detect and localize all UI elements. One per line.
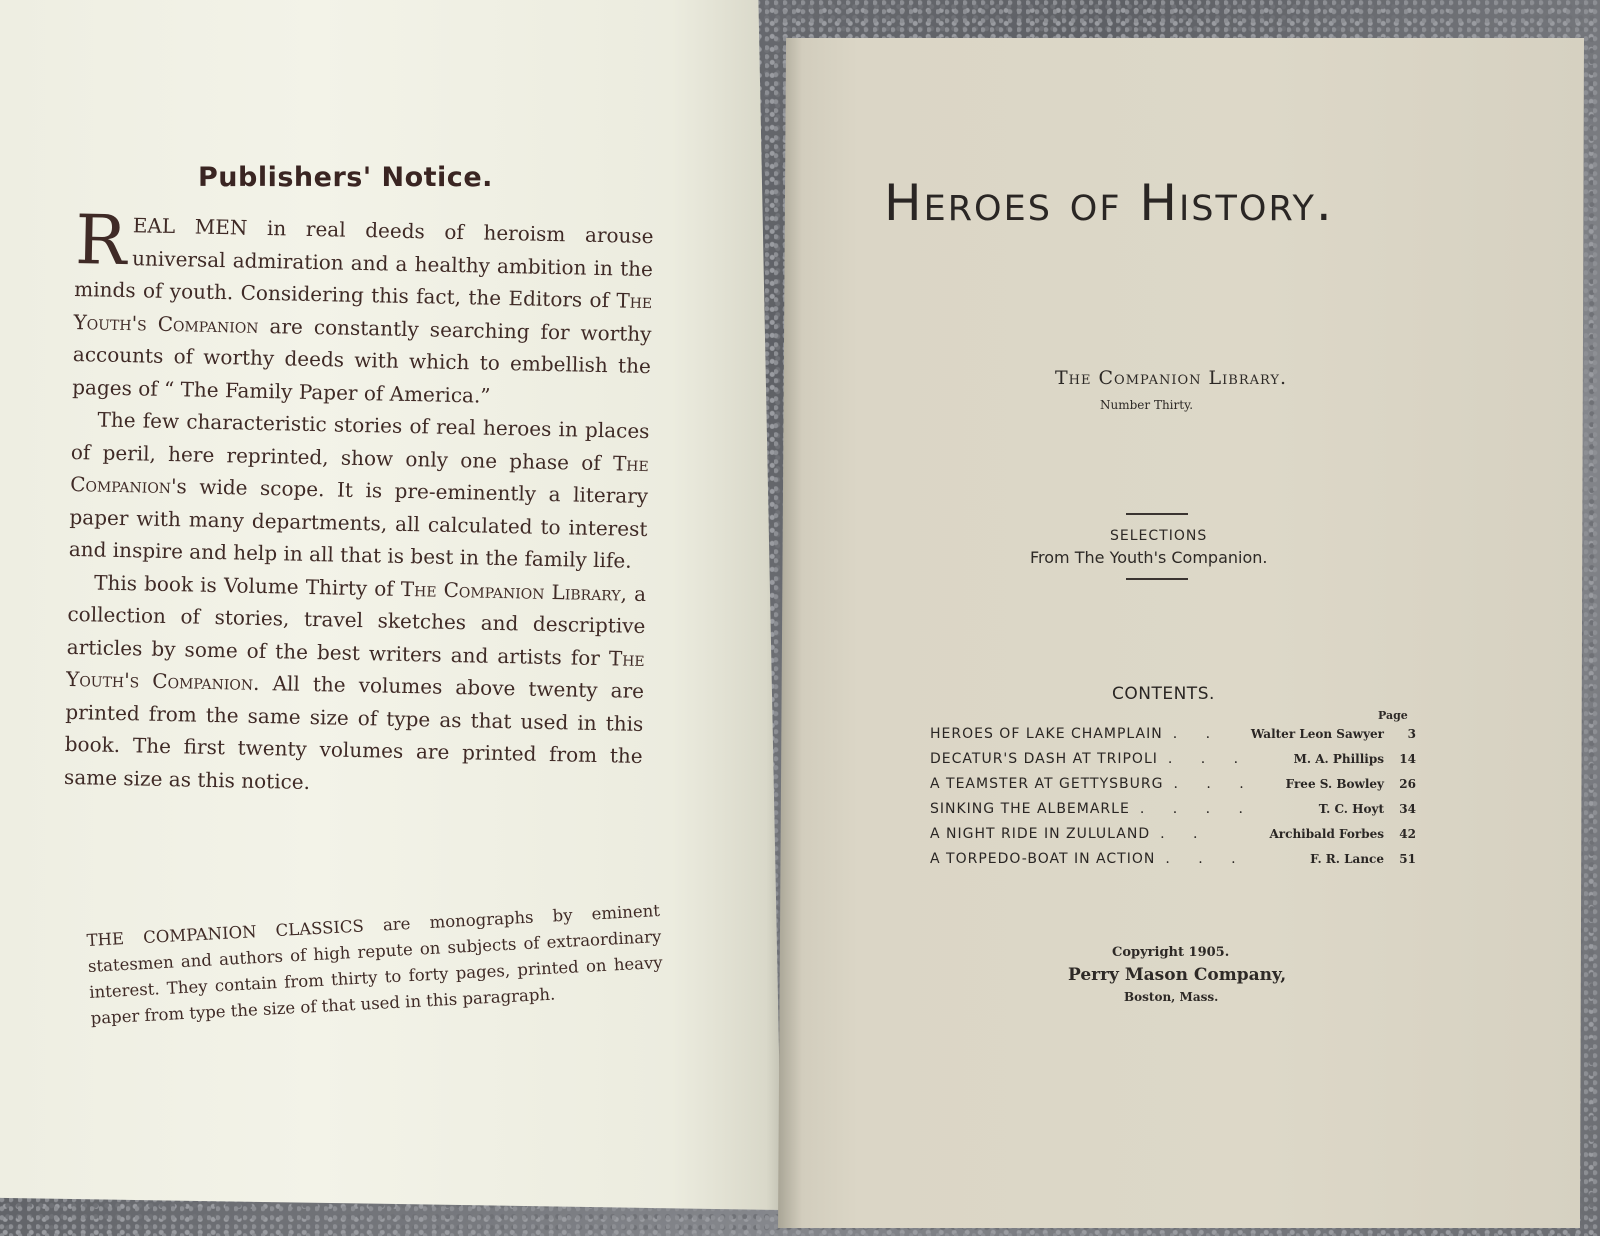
- page-column-label: Page: [1378, 709, 1408, 722]
- rule-top: [1126, 513, 1188, 515]
- notice-body: [63, 201, 654, 805]
- chapter-title: A NIGHT RIDE IN ZULULAND: [930, 826, 1151, 842]
- chapter-page: 34: [1399, 802, 1416, 816]
- contents-row: [930, 751, 1416, 776]
- notice-title: Publishers' Notice.: [198, 162, 493, 193]
- leader-dots: . . .: [1167, 751, 1251, 767]
- book-title: Heroes of History.: [884, 174, 1334, 232]
- publisher-name: Perry Mason Company,: [1068, 965, 1287, 985]
- notice-p1-text-a: in real deeds of heroism arouse universal admiration and a healthy ambition in the minds of youth. Considering this fact, the Editors of: [74, 215, 654, 313]
- contents-title: CONTENTS.: [1112, 684, 1215, 704]
- notice-p3-text-c: . All the volumes above twenty are printed from the same size of type as that used in this book. The first twenty volumes are printed from the same size as this notice.: [63, 670, 645, 794]
- notice-paragraph-2: [69, 403, 650, 578]
- notice-p2-text-b: 's wide scope. It is pre-eminently a literary paper with many departments, all calculated to interest and inspire and help in all that is best in the family life.: [68, 474, 649, 573]
- chapter-author: Free S. Bowley: [1285, 777, 1384, 791]
- notice-p3-text-a: This book is Volume Thirty of: [93, 569, 402, 601]
- notice-lead: EAL MEN: [132, 213, 248, 240]
- leader-dots: . .: [1160, 826, 1210, 842]
- leader-dots: . .: [1172, 726, 1223, 742]
- chapter-page: 3: [1407, 727, 1416, 741]
- chapter-author: Walter Leon Sawyer: [1250, 727, 1384, 741]
- chapter-title: A TORPEDO-BOAT IN ACTION: [930, 851, 1156, 867]
- companion-classics-note: THE COMPANION CLASSICS are monographs by eminent statesmen and authors of high repute on subjects of extraordinary interest. They contain from thirty to forty pages, printed on heavy paper from type the size of that used in this paragraph.: [86, 900, 664, 1028]
- chapter-page: 14: [1399, 752, 1416, 766]
- chapter-title: SINKING THE ALBEMARLE: [930, 801, 1130, 817]
- notice-p1-text-b: are constantly searching for worthy accounts of worthy deeds with which to embellish the pages of “ The Family Paper of America.”: [72, 313, 652, 408]
- chapter-title: DECATUR'S DASH AT TRIPOLI: [930, 751, 1158, 767]
- notice-p2-smallcaps: The Companion: [69, 450, 650, 499]
- copyright-line: Copyright 1905.: [1112, 945, 1230, 960]
- contents-row: [930, 726, 1416, 751]
- contents-list: [930, 726, 1416, 876]
- chapter-title: A TEAMSTER AT GETTYSBURG: [930, 776, 1164, 792]
- chapter-page: 26: [1399, 777, 1416, 791]
- publisher-city: Boston, Mass.: [1124, 990, 1219, 1004]
- volume-number: Number Thirty.: [1100, 398, 1194, 412]
- chapter-author: Archibald Forbes: [1269, 827, 1384, 841]
- library-name: The Companion Library.: [1054, 367, 1288, 389]
- contents-row: [930, 826, 1416, 851]
- contents-row: [930, 851, 1416, 876]
- notice-p1-smallcaps: The Youth's Companion: [73, 288, 653, 338]
- notice-p3-smallcaps-1: The Companion Library: [400, 576, 621, 605]
- chapter-author: T. C. Hoyt: [1318, 802, 1384, 816]
- chapter-author: F. R. Lance: [1310, 852, 1384, 866]
- leader-dots: . . . .: [1139, 801, 1255, 817]
- leader-dots: . . .: [1173, 776, 1256, 792]
- notice-paragraph-1: [72, 201, 654, 415]
- chapter-page: 51: [1399, 852, 1416, 866]
- dropcap: R: [74, 201, 128, 282]
- rule-bottom: [1126, 578, 1188, 580]
- notice-p3-smallcaps-2: The Youth's Companion: [65, 645, 645, 695]
- selections-source: From The Youth's Companion.: [1030, 548, 1268, 567]
- notice-p3-text-b: , a collection of stories, travel sketches and descriptive articles by some of the best writers and artists for: [66, 580, 647, 670]
- leader-dots: . . .: [1165, 851, 1248, 867]
- selections-label: SELECTIONS: [1110, 528, 1208, 544]
- notice-p2-text-a: The few characteristic stories of real heroes in places of peril, here reprinted, show only one phase of: [70, 407, 650, 475]
- contents-row: [930, 801, 1416, 826]
- chapter-page: 42: [1399, 827, 1416, 841]
- notice-paragraph-3: [64, 565, 647, 805]
- chapter-title: HEROES OF LAKE CHAMPLAIN: [930, 726, 1163, 742]
- chapter-author: M. A. Phillips: [1293, 752, 1384, 766]
- contents-row: [930, 776, 1416, 801]
